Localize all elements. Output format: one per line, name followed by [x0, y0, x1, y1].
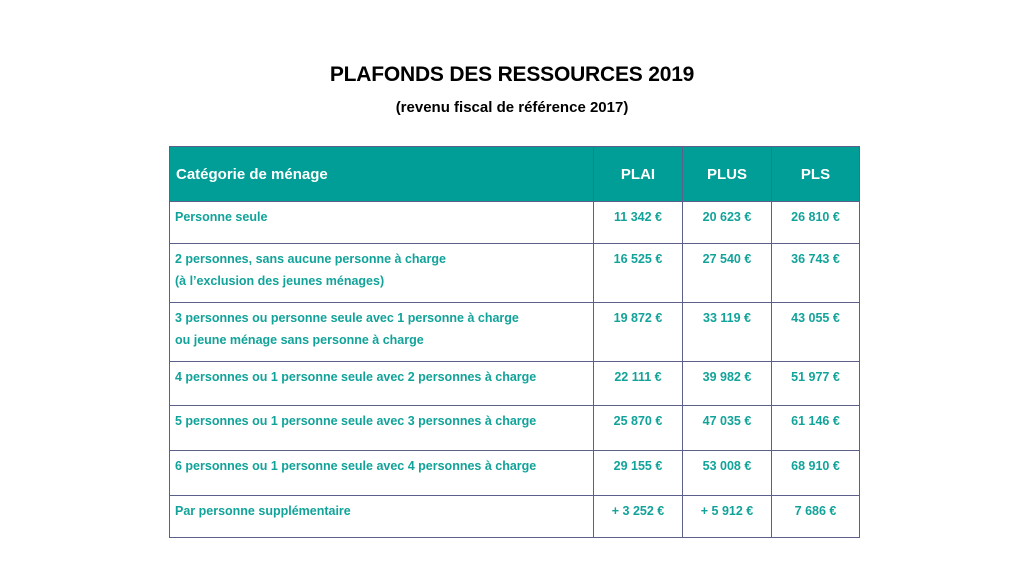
plai-cell: + 3 252 € — [594, 496, 683, 538]
category-line: Par personne supplémentaire — [175, 504, 351, 518]
table-body — [170, 202, 860, 538]
category-cell — [170, 303, 594, 362]
plai-cell: 29 155 € — [594, 451, 683, 496]
table-row — [170, 244, 860, 303]
plai-cell: 25 870 € — [594, 406, 683, 451]
category-line: 6 personnes ou 1 personne seule avec 4 personnes à charge — [175, 459, 537, 473]
plus-cell: 20 623 € — [683, 202, 772, 244]
plai-cell: 19 872 € — [594, 303, 683, 362]
pls-cell: 7 686 € — [772, 496, 860, 538]
plus-cell: 33 119 € — [683, 303, 772, 362]
pls-cell: 61 146 € — [772, 406, 860, 451]
plus-cell: 27 540 € — [683, 244, 772, 303]
plus-cell: 53 008 € — [683, 451, 772, 496]
category-cell — [170, 362, 594, 406]
category-line: ou jeune ménage sans personne à charge — [175, 333, 424, 347]
category-cell — [170, 451, 594, 496]
header-pls: PLS — [772, 147, 860, 202]
category-cell — [170, 244, 594, 303]
pls-cell: 68 910 € — [772, 451, 860, 496]
category-cell — [170, 406, 594, 451]
category-cell — [170, 496, 594, 538]
pls-cell: 26 810 € — [772, 202, 860, 244]
category-line: 3 personnes ou personne seule avec 1 personne à charge — [175, 311, 519, 325]
category-cell — [170, 202, 594, 244]
header-category: Catégorie de ménage — [170, 147, 594, 202]
table-row — [170, 303, 860, 362]
pls-cell: 51 977 € — [772, 362, 860, 406]
header-plus: PLUS — [683, 147, 772, 202]
plai-cell: 11 342 € — [594, 202, 683, 244]
category-line: (à l’exclusion des jeunes ménages) — [175, 274, 385, 288]
table-row — [170, 362, 860, 406]
plai-cell: 22 111 € — [594, 362, 683, 406]
category-line: Personne seule — [175, 210, 268, 224]
table-row — [170, 496, 860, 538]
pls-cell: 36 743 € — [772, 244, 860, 303]
income-ceilings-table — [169, 146, 860, 538]
category-line: 2 personnes, sans aucune personne à charge — [175, 252, 446, 266]
pls-cell: 43 055 € — [772, 303, 860, 362]
category-line: 5 personnes ou 1 personne seule avec 3 personnes à charge — [175, 414, 537, 428]
table-header — [170, 147, 860, 202]
table-row — [170, 451, 860, 496]
table-row — [170, 406, 860, 451]
header-plai: PLAI — [594, 147, 683, 202]
plai-cell: 16 525 € — [594, 244, 683, 303]
plus-cell: 47 035 € — [683, 406, 772, 451]
table-header-row — [170, 147, 860, 202]
page-subtitle: (revenu fiscal de référence 2017) — [395, 99, 629, 116]
plus-cell: 39 982 € — [683, 362, 772, 406]
category-line: 4 personnes ou 1 personne seule avec 2 personnes à charge — [175, 370, 537, 384]
page-title: PLAFONDS DES RESSOURCES 2019 — [329, 63, 695, 86]
plus-cell: + 5 912 € — [683, 496, 772, 538]
table-row — [170, 202, 860, 244]
